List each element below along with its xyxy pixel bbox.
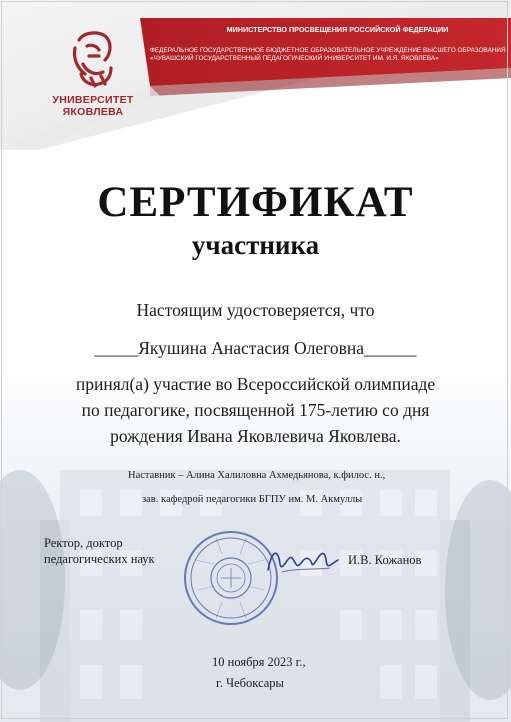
- bearded-portrait-logo-icon: [65, 28, 121, 90]
- handwritten-signature: [262, 540, 342, 580]
- rector-title-line1: Ректор, доктор: [44, 536, 123, 550]
- issue-city: г. Чебоксары: [216, 676, 284, 690]
- institution-line1: ФЕДЕРАЛЬНОЕ ГОСУДАРСТВЕННОЕ БЮДЖЕТНОЕ ОБРАЗОВАТЕЛЬНОЕ УЧРЕЖДЕНИЕ ВЫСШЕГО ОБРАЗОВАНИЯ: [150, 46, 506, 54]
- logo-text-line2: ЯКОВЛЕВА: [62, 106, 124, 118]
- issue-date: 10 ноября 2023 г.,: [212, 655, 306, 669]
- attest-line: Настоящим удостоверяется, что: [136, 300, 375, 320]
- mentor-line2: зав. кафедрой педагогики БГПУ им. М. Акмуллы: [142, 494, 363, 505]
- certificate-subtitle: участника: [191, 230, 320, 260]
- mentor-line1: Наставник – Алина Халиловна Ахмедьянова, к.филос. н.,: [128, 470, 386, 481]
- ministry-name: МИНИСТЕРСТВО ПРОСВЕЩЕНИЯ РОССИЙСКОЙ ФЕДЕРАЦИИ: [226, 25, 449, 34]
- description-line3: рождения Ивана Яковлевича Яковлева.: [110, 426, 401, 446]
- description-line1: принял(а) участие во Всероссийской олимпиаде: [75, 374, 436, 394]
- recipient-name: _____Якушина Анастасия Олеговна______: [94, 338, 417, 358]
- certificate-title: СЕРТИФИКАТ: [97, 179, 414, 226]
- rector-title-line2: педагогических наук: [44, 552, 155, 566]
- header-text: [150, 26, 505, 64]
- rector-title: [44, 535, 155, 567]
- university-logo: [48, 28, 138, 128]
- description-line2: по педагогике, посвященной 175-летию со дня: [81, 400, 430, 420]
- institution-line2: «ЧУВАШСКИЙ ГОСУДАРСТВЕННЫЙ ПЕДАГОГИЧЕСКИЙ УНИВЕРСИТЕТ ИМ. И.Я. ЯКОВЛЕВА»: [150, 55, 439, 63]
- logo-text-line1: УНИВЕРСИТЕТ: [52, 94, 134, 106]
- rector-name: И.В. Кожанов: [348, 553, 422, 567]
